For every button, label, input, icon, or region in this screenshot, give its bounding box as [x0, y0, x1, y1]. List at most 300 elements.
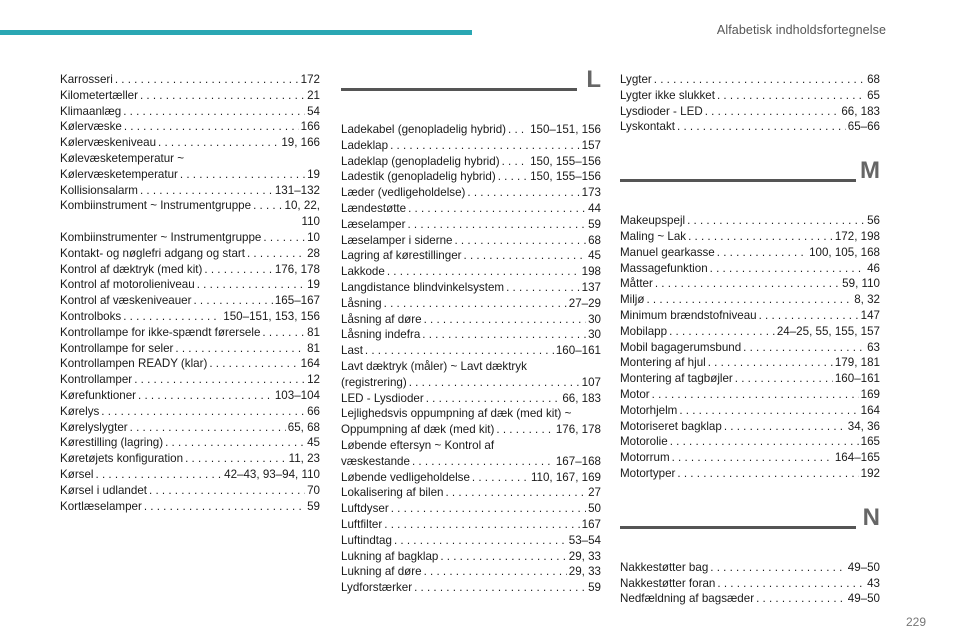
index-entry-pages: 172, 198 [834, 229, 880, 243]
index-entry [60, 467, 320, 483]
index-entry-pages: 164 [860, 403, 880, 417]
index-entry-term: Lakkode [341, 265, 385, 279]
dot-leader [185, 451, 287, 467]
dot-leader [426, 391, 561, 407]
index-entry [620, 340, 880, 356]
index-entry-pages: 70 [307, 483, 320, 497]
index-entry-pages: 65, 68 [287, 420, 320, 434]
dot-leader [467, 185, 579, 201]
dot-leader [144, 499, 305, 515]
index-entry-pages: 43 [867, 576, 880, 590]
dot-leader [414, 580, 586, 596]
dot-leader [672, 450, 833, 466]
index-entry-term: Kørefunktioner [60, 388, 137, 402]
dot-leader [646, 292, 852, 308]
dot-leader [708, 355, 833, 371]
index-entry-pages: 150, 155–156 [530, 170, 601, 184]
dot-leader [134, 372, 305, 388]
dot-leader [149, 483, 305, 499]
index-entry-pages: 28 [307, 246, 320, 260]
dot-leader [384, 296, 567, 312]
index-entry-pages: 65–66 [847, 120, 880, 134]
index-entry-term: Motortyper [620, 466, 676, 480]
index-entry [341, 169, 601, 185]
dot-leader [409, 375, 580, 391]
index-entry-term: Kølevæsketemperatur ~ [60, 151, 185, 165]
header-accent-bar [0, 30, 472, 35]
index-entry [620, 403, 880, 419]
index-entry [620, 104, 880, 120]
index-entry-term: Lysdioder - LED [620, 104, 703, 118]
index-entry-pages: 59, 110 [842, 277, 880, 291]
section-divider [341, 88, 577, 91]
index-entry-term: Kilometertæller [60, 88, 138, 102]
index-entry-pages: 56 [867, 214, 880, 228]
index-entry-term: Lyskontakt [620, 120, 675, 134]
index-entry [341, 264, 601, 280]
index-entry [60, 451, 320, 467]
index-entry-pages: 44 [588, 201, 601, 215]
dot-leader [679, 403, 858, 419]
index-entry-term: Kølervæsketemperatur [60, 167, 178, 181]
index-entry-term: Minimum brændstofniveau [620, 308, 757, 322]
index-entry [60, 420, 320, 436]
index-entry [60, 309, 320, 325]
index-entry-term: Låsning [341, 296, 382, 310]
index-entry-pages: 10 [307, 230, 320, 244]
index-entry-term: Kontrollampe for ikke-spændt førersele [60, 325, 261, 339]
index-entry-term: Last [341, 344, 363, 358]
dot-leader [688, 229, 833, 245]
index-entry-pages: 160–161 [834, 372, 880, 386]
dot-leader [180, 167, 305, 183]
dot-leader [115, 72, 299, 88]
index-entry-term: Luftfilter [341, 517, 383, 531]
index-entry-pages: 19 [307, 167, 320, 181]
index-entry [620, 434, 880, 450]
index-entry-pages: 59 [588, 217, 601, 231]
index-entry [60, 262, 320, 278]
index-entry-term: Lukning af bagklap [341, 549, 439, 563]
index-entry-term: Kollisionsalarm [60, 183, 138, 197]
dot-leader [655, 276, 840, 292]
index-entry-pages: 30 [588, 312, 601, 326]
page-number: 229 [905, 615, 926, 629]
index-entry-pages: 19, 166 [281, 136, 320, 150]
index-entry [60, 277, 320, 293]
index-entry [620, 213, 880, 229]
index-entry-pages: 150–151, 153, 156 [223, 309, 320, 323]
index-entry-term: Kølervæske [60, 120, 122, 134]
dot-leader [247, 246, 305, 262]
index-entry [341, 501, 601, 517]
dot-leader [384, 517, 579, 533]
index-entry-term: Måtter [620, 277, 653, 291]
dot-leader [140, 88, 305, 104]
index-entry-term: Kørestilling (lagring) [60, 436, 164, 450]
index-entry-term: Ladestik (genopladelig hybrid) [341, 170, 496, 184]
index-entry-term: Kontrol af motorolieniveau [60, 278, 195, 292]
index-entry-pages: 179, 181 [834, 356, 880, 370]
index-entry [620, 591, 880, 607]
index-entry-pages: 100, 105, 168 [809, 245, 880, 259]
index-entry-term: Karrosseri [60, 73, 113, 86]
index-entry-pages: 29, 33 [568, 565, 601, 579]
index-entry [60, 293, 320, 309]
index-entry-pages: 110, 167, 169 [530, 470, 601, 484]
index-entry [341, 359, 601, 375]
index-column-2 [341, 66, 601, 596]
index-entry-pages: 68 [867, 73, 880, 86]
dot-leader [422, 327, 586, 343]
index-entry [341, 517, 601, 533]
dot-leader [652, 387, 859, 403]
index-entry-term: Køretøjets konfiguration [60, 452, 184, 466]
index-entry-term: Maling ~ Lak [620, 229, 687, 243]
index-entry-pages: 66 [307, 404, 320, 418]
index-entry-pages: 50 [588, 502, 601, 516]
index-entry-term: Motorrum [620, 451, 670, 465]
index-entry [341, 470, 601, 486]
index-entry-pages: 45 [307, 436, 320, 450]
index-entry [341, 138, 601, 154]
index-entry [341, 438, 601, 454]
index-entry-pages: 147 [860, 308, 880, 322]
dot-leader [390, 138, 580, 154]
dot-leader [677, 466, 858, 482]
index-entry [341, 201, 601, 217]
index-entry-pages: 150, 155–156 [530, 154, 601, 168]
index-entry [341, 533, 601, 549]
dot-leader [472, 470, 529, 486]
dot-leader [204, 262, 272, 278]
index-entry [620, 72, 880, 88]
index-entry-term: Lændestøtte [341, 201, 407, 215]
dot-leader [677, 119, 846, 135]
index-entry-pages: 46 [867, 261, 880, 275]
index-entry [341, 122, 601, 138]
dot-leader [209, 356, 298, 372]
dot-leader [158, 135, 279, 151]
index-entry [341, 343, 601, 359]
index-entry [60, 230, 320, 246]
index-entry-pages: 49–50 [847, 592, 880, 606]
section-divider [620, 179, 856, 182]
index-entry [341, 580, 601, 596]
index-entry-pages: 165 [860, 435, 880, 449]
index-entry-term: Oppumpning af dæk (med kit) [341, 423, 495, 437]
index-entry-pages: 53–54 [568, 533, 601, 547]
index-entry [341, 280, 601, 296]
index-entry-term: Motorhjelm [620, 403, 678, 417]
index-entry-term: Kørelys [60, 404, 100, 418]
index-entry [341, 391, 601, 407]
index-entry [341, 296, 601, 312]
index-entry-pages: 103–104 [274, 388, 320, 402]
index-entry-pages: 59 [588, 581, 601, 595]
index-entry [341, 248, 601, 264]
index-entry-pages: 81 [307, 325, 320, 339]
index-entry-pages: 165–167 [274, 294, 320, 308]
index-entry-pages: 59 [307, 499, 320, 513]
dot-leader [197, 277, 305, 293]
index-entry-pages: 157 [581, 138, 601, 152]
dot-leader [669, 324, 775, 340]
index-entry [620, 419, 880, 435]
dot-leader [464, 248, 587, 264]
dot-leader [440, 549, 566, 565]
index-entry [341, 217, 601, 233]
index-entry [60, 151, 320, 167]
index-entry [60, 246, 320, 262]
index-entry-term: Luftdyser [341, 502, 389, 516]
index-entry-pages: 167–168 [555, 454, 601, 468]
index-entry-term: Lukning af døre [341, 565, 422, 579]
index-entry-term: Manuel gearkasse [620, 245, 715, 259]
page-header-title: Alfabetisk indholdsfortegnelse [716, 23, 886, 37]
index-entry-term: Mobilapp [620, 324, 668, 338]
index-entry-pages: 12 [307, 373, 320, 387]
index-entry-pages: 34, 36 [847, 419, 880, 433]
index-entry-term: Kørelyslygter [60, 420, 128, 434]
index-entry-term: Motor [620, 387, 650, 401]
index-entry [620, 308, 880, 324]
dot-leader [101, 404, 305, 420]
index-entry-term: Kontrolboks [60, 309, 122, 323]
index-entry [60, 388, 320, 404]
index-entry-pages: 164 [300, 357, 320, 371]
index-entry [60, 356, 320, 372]
dot-leader [445, 485, 586, 501]
index-entry-term: Lygter ikke slukket [620, 88, 715, 102]
index-entry-term: Lygter [620, 73, 652, 86]
index-entry-term: Lokalisering af bilen [341, 486, 444, 500]
index-entry-term: Kørsel [60, 467, 94, 481]
index-entry [60, 183, 320, 199]
index-entry-term: Klimaanlæg [60, 104, 122, 118]
index-entry [341, 422, 601, 438]
dot-leader [193, 293, 272, 309]
index-entry-pages: 81 [307, 341, 320, 355]
index-entry-pages: 198 [581, 265, 601, 279]
index-entry-term: Læselamper i siderne [341, 233, 453, 247]
index-entry [620, 229, 880, 245]
index-entry [620, 371, 880, 387]
index-entry-pages: 29, 33 [568, 549, 601, 563]
index-entry-term: Kortlæselamper [60, 499, 142, 513]
index-entry-term: Nedfældning af bagsæder [620, 592, 755, 606]
index-entry-term: Kombiinstrumenter ~ Instrumentgruppe [60, 230, 262, 244]
index-entry-term: Læselamper [341, 217, 406, 231]
index-entry-term: Kørsel i udlandet [60, 483, 147, 497]
index-entry-term: Låsning af døre [341, 312, 422, 326]
index-entry-term: Luftindtag [341, 533, 392, 547]
index-entry [341, 185, 601, 201]
index-entry [341, 564, 601, 580]
index-entry-pages: 11, 23 [288, 452, 320, 466]
dot-leader [412, 454, 554, 470]
index-entry-term: Makeupspejl [620, 214, 686, 228]
index-entry-term: Låsning indefra [341, 328, 421, 342]
dot-leader [96, 467, 223, 483]
index-entry-pages: 19 [307, 278, 320, 292]
dot-leader [408, 201, 586, 217]
index-column-1 [60, 72, 320, 514]
index-entry-term: Læder (vedligeholdelse) [341, 186, 466, 200]
dot-leader [670, 434, 859, 450]
index-entry [620, 355, 880, 371]
index-entry [60, 214, 320, 230]
index-entry [60, 499, 320, 515]
index-entry-pages: 173 [581, 186, 601, 200]
dot-leader [710, 261, 865, 277]
dot-leader [138, 388, 273, 404]
dot-leader [508, 122, 528, 138]
index-entry-term: Løbende vedligeholdelse [341, 470, 470, 484]
index-entry-term: Motorolie [620, 435, 668, 449]
index-entry-term: Mobil bagagerumsbund [620, 340, 742, 354]
index-entry-term: Kontrol af væskeniveauer [60, 294, 192, 308]
index-entry-pages: 164–165 [834, 451, 880, 465]
index-entry [620, 450, 880, 466]
index-entry [60, 167, 320, 183]
index-entry-term: Miljø [620, 293, 645, 307]
index-entry-term: Montering af tagbøjler [620, 372, 733, 386]
index-entry-term: Lejlighedsvis oppumpning af dæk (med kit) ~ [341, 407, 572, 421]
index-entry-pages: 45 [588, 249, 601, 263]
letter-section-n [620, 503, 880, 554]
index-entry [341, 233, 601, 249]
index-entry [60, 119, 320, 135]
index-entry-pages: 176, 178 [274, 262, 320, 276]
dot-leader [365, 343, 554, 359]
index-entry-pages: 137 [581, 280, 601, 294]
index-entry-pages: 63 [867, 340, 880, 354]
dot-leader [454, 233, 586, 249]
index-entry-term: Nakkestøtter foran [620, 576, 716, 590]
dot-leader [391, 501, 586, 517]
dot-leader [496, 422, 553, 438]
dot-leader [687, 213, 865, 229]
index-entry-pages: 176, 178 [555, 423, 601, 437]
index-entry-term: Massagefunktion [620, 261, 708, 275]
index-entry-term: Løbende eftersyn ~ Kontrol af [341, 438, 495, 452]
letter-section-l [341, 66, 601, 116]
dot-leader [394, 533, 567, 549]
index-entry [60, 483, 320, 499]
index-entry-term: Montering af hjul [620, 356, 706, 370]
index-entry [620, 292, 880, 308]
index-entry [341, 375, 601, 391]
index-entry-pages: 10, 22, [284, 199, 320, 213]
index-entry [341, 485, 601, 501]
dot-leader [424, 312, 587, 328]
index-entry-term: Ladekabel (genopladelig hybrid) [341, 123, 507, 136]
index-entry-pages: 107 [581, 375, 601, 389]
dot-leader [407, 217, 586, 233]
index-entry-pages: 42–43, 93–94, 110 [224, 467, 320, 481]
index-entry [60, 198, 320, 214]
index-entry-pages: 150–151, 156 [530, 123, 601, 136]
dot-leader [724, 419, 846, 435]
index-entry [341, 327, 601, 343]
index-entry-term: væskestande [341, 454, 410, 468]
index-entry-term: Kølervæskeniveau [60, 136, 157, 150]
index-entry [341, 549, 601, 565]
dot-leader [710, 560, 845, 576]
index-entry [620, 261, 880, 277]
index-entry [620, 119, 880, 135]
index-entry-term: Motoriseret bagklap [620, 419, 722, 433]
index-entry [60, 435, 320, 451]
dot-leader [756, 591, 846, 607]
index-entry-term: Nakkestøtter bag [620, 560, 709, 574]
index-entry-term: LED - Lysdioder [341, 391, 424, 405]
index-entry [341, 154, 601, 170]
index-entry-pages: 54 [307, 104, 320, 118]
index-entry [60, 104, 320, 120]
dot-leader [263, 230, 305, 246]
dot-leader [130, 420, 286, 436]
index-entry [60, 341, 320, 357]
dot-leader [253, 198, 282, 214]
index-entry-pages: 166 [300, 120, 320, 134]
dot-leader [124, 119, 299, 135]
index-entry [60, 325, 320, 341]
index-entry-term: Ladeklap [341, 138, 389, 152]
index-entry-pages: 8, 32 [854, 293, 880, 307]
index-entry-pages: 21 [307, 88, 320, 102]
index-entry-term: Kontrollamper [60, 373, 133, 387]
dot-leader [759, 308, 859, 324]
index-entry [620, 387, 880, 403]
index-entry [60, 88, 320, 104]
index-entry-term: Lydforstærker [341, 581, 413, 595]
index-entry [620, 245, 880, 261]
index-entry [620, 324, 880, 340]
index-entry [620, 88, 880, 104]
index-entry-pages: 66, 183 [562, 391, 601, 405]
section-letter: L [586, 66, 601, 93]
index-entry-term: Lavt dæktryk (måler) ~ Lavt dæktryk [341, 359, 527, 373]
dot-leader [705, 104, 840, 120]
section-letter: N [862, 503, 880, 531]
index-entry-pages: 68 [588, 233, 601, 247]
dot-leader [140, 183, 273, 199]
index-entry [620, 466, 880, 482]
index-entry-pages: 49–50 [847, 560, 880, 574]
index-entry-pages: 27–29 [568, 296, 601, 310]
dot-leader [123, 309, 221, 325]
dot-leader [743, 340, 865, 356]
dot-leader [717, 576, 865, 592]
index-entry-term: Kontrollampe for seler [60, 341, 174, 355]
index-entry-pages: 160–161 [555, 344, 601, 358]
index-entry-term: Kombiinstrument ~ Instrumentgruppe [60, 199, 252, 213]
index-entry-term: Ladeklap (genopladelig hybrid) [341, 154, 500, 168]
index-entry [341, 406, 601, 422]
dot-leader [424, 564, 567, 580]
index-entry [60, 72, 320, 88]
index-entry-pages: 169 [860, 387, 880, 401]
dot-leader [506, 280, 580, 296]
dot-leader [717, 245, 807, 261]
index-entry-pages: 131–132 [274, 183, 320, 197]
index-entry [60, 135, 320, 151]
dot-leader [175, 341, 305, 357]
dot-leader [123, 104, 305, 120]
dot-leader [498, 169, 528, 185]
